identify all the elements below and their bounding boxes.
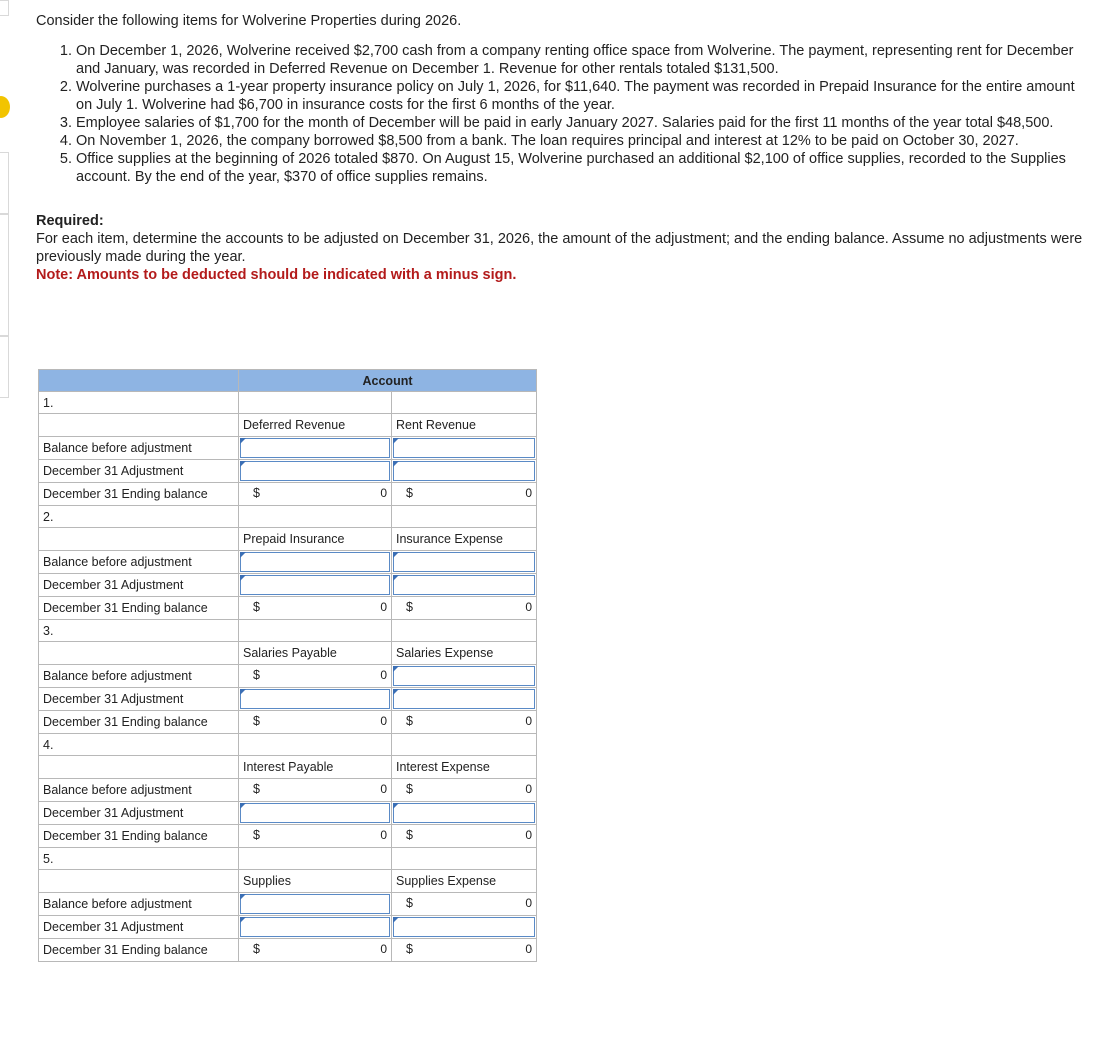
balance-before-account2[interactable] xyxy=(392,437,537,460)
row-label-text: December 31 Adjustment xyxy=(43,578,184,592)
amount-value: 0 xyxy=(525,896,532,910)
input-marker-icon xyxy=(393,803,399,809)
row-label xyxy=(39,711,239,734)
account-name-text: Interest Payable xyxy=(243,760,334,774)
input-marker-icon xyxy=(393,917,399,923)
amount-value: 0 xyxy=(380,782,387,796)
currency-symbol: $ xyxy=(406,600,413,614)
account-name xyxy=(392,528,537,551)
currency-symbol: $ xyxy=(406,942,413,956)
account-header: Account xyxy=(239,370,537,392)
table-row xyxy=(39,711,537,734)
account-names-row xyxy=(39,756,537,779)
row-label xyxy=(39,665,239,688)
input-marker-icon xyxy=(393,666,399,672)
edge-tab xyxy=(0,0,9,16)
input-box[interactable] xyxy=(240,917,390,937)
row-label xyxy=(39,551,239,574)
empty-cell xyxy=(39,642,239,665)
account-name xyxy=(239,642,392,665)
table-row xyxy=(39,483,537,506)
table-row xyxy=(39,665,537,688)
adjustment-input-account2[interactable] xyxy=(392,574,537,597)
account-name-text: Insurance Expense xyxy=(396,532,504,546)
input-marker-icon xyxy=(393,552,399,558)
amount-value: 0 xyxy=(380,714,387,728)
section-number-row xyxy=(39,734,537,756)
account-name-text: Interest Expense xyxy=(396,760,490,774)
section-number xyxy=(39,392,239,414)
edge-tab xyxy=(0,152,9,214)
list-item: 3. Employee salaries of $1,700 for the month of December will be paid in early January 2027. Salaries paid for the first 11 months of the year total $48,500. xyxy=(76,114,1086,132)
row-label-text: Balance before adjustment xyxy=(43,669,192,683)
input-box[interactable] xyxy=(393,438,535,458)
balance-before-account1 xyxy=(239,665,392,688)
section-number-row xyxy=(39,848,537,870)
empty-cell xyxy=(392,734,537,756)
input-marker-icon xyxy=(240,917,246,923)
table-row xyxy=(39,551,537,574)
adjustment-input-account1[interactable] xyxy=(239,460,392,483)
list-item: 2. Wolverine purchases a 1-year property insurance policy on July 1, 2026, for $11,640. The payment was recorded in Prepaid Insurance for the entire amount on July 1. Wolverine had $6,700 in insurance costs for the first 6 months of the year. xyxy=(76,78,1086,114)
empty-cell xyxy=(39,870,239,893)
row-label xyxy=(39,916,239,939)
account-name xyxy=(392,414,537,437)
currency-symbol: $ xyxy=(406,828,413,842)
edge-tab xyxy=(0,214,9,336)
balance-before-account2[interactable] xyxy=(392,551,537,574)
currency-symbol: $ xyxy=(253,486,260,500)
row-label xyxy=(39,802,239,825)
account-name xyxy=(392,870,537,893)
amount-value: 0 xyxy=(525,486,532,500)
table-row xyxy=(39,939,537,962)
ending-balance-account1 xyxy=(239,939,392,962)
table-row xyxy=(39,597,537,620)
empty-cell xyxy=(39,756,239,779)
balance-before-account2 xyxy=(392,779,537,802)
balance-before-account1[interactable] xyxy=(239,437,392,460)
row-label xyxy=(39,597,239,620)
item-list xyxy=(36,42,1086,186)
section-number-row xyxy=(39,392,537,414)
input-box[interactable] xyxy=(393,803,535,823)
adjustment-input-account1[interactable] xyxy=(239,574,392,597)
section-number-row xyxy=(39,506,537,528)
amount-value: 0 xyxy=(525,600,532,614)
ending-balance-account2 xyxy=(392,483,537,506)
account-name-text: Rent Revenue xyxy=(396,418,476,432)
section-number-row xyxy=(39,620,537,642)
currency-symbol: $ xyxy=(406,486,413,500)
table-row xyxy=(39,460,537,483)
balance-before-account2[interactable] xyxy=(392,665,537,688)
currency-symbol: $ xyxy=(406,782,413,796)
required-text: For each item, determine the accounts to be adjusted on December 31, 2026, the amount of the adjustment; and the ending balance. Assume no adjustments were previously made during the year. xyxy=(36,231,1083,265)
table-row xyxy=(39,688,537,711)
section-number xyxy=(39,734,239,756)
intro-text: Consider the following items for Wolverine Properties during 2026. xyxy=(36,13,462,29)
account-name-text: Supplies Expense xyxy=(396,874,497,888)
input-box[interactable] xyxy=(240,894,390,914)
balance-before-account1 xyxy=(239,779,392,802)
row-label xyxy=(39,437,239,460)
input-box[interactable] xyxy=(240,803,390,823)
row-label-text: December 31 Adjustment xyxy=(43,464,184,478)
adjustment-input-account2[interactable] xyxy=(392,688,537,711)
empty-cell xyxy=(39,528,239,551)
ending-balance-account1 xyxy=(239,597,392,620)
amount-value: 0 xyxy=(380,668,387,682)
table-row xyxy=(39,437,537,460)
table-row xyxy=(39,802,537,825)
list-item: 1. On December 1, 2026, Wolverine received $2,700 cash from a company renting office space from Wolverine. The payment, representing rent for December and January, was recorded in Deferred Revenue on December 1. Revenue for other rentals totaled $131,500. xyxy=(76,42,1086,78)
table-corner xyxy=(39,370,239,392)
empty-cell xyxy=(239,620,392,642)
section-number-text: 4. xyxy=(43,737,54,752)
input-box[interactable] xyxy=(393,552,535,572)
ending-balance-account2 xyxy=(392,597,537,620)
empty-cell xyxy=(239,506,392,528)
account-names-row xyxy=(39,414,537,437)
account-name-text: Prepaid Insurance xyxy=(243,532,345,546)
adjustment-input-account2[interactable] xyxy=(392,802,537,825)
section-number xyxy=(39,506,239,528)
section-number-text: 2. xyxy=(43,509,54,524)
ending-balance-account1 xyxy=(239,825,392,848)
input-marker-icon xyxy=(240,689,246,695)
account-name-text: Salaries Payable xyxy=(243,646,337,660)
row-label xyxy=(39,483,239,506)
input-marker-icon xyxy=(240,552,246,558)
required-section xyxy=(36,212,1086,284)
account-name-text: Supplies xyxy=(243,874,291,888)
row-label xyxy=(39,460,239,483)
account-names-row xyxy=(39,870,537,893)
amount-value: 0 xyxy=(525,828,532,842)
required-heading: Required: xyxy=(36,213,104,229)
input-box[interactable] xyxy=(393,917,535,937)
account-name xyxy=(239,870,392,893)
row-label xyxy=(39,574,239,597)
table-row xyxy=(39,825,537,848)
input-box[interactable] xyxy=(393,689,535,709)
table-row xyxy=(39,916,537,939)
input-marker-icon xyxy=(240,461,246,467)
account-name-text: Deferred Revenue xyxy=(243,418,346,432)
account-names-row xyxy=(39,528,537,551)
amount-value: 0 xyxy=(525,714,532,728)
input-marker-icon xyxy=(240,575,246,581)
adjustment-input-account1[interactable] xyxy=(239,802,392,825)
row-label-text: December 31 Ending balance xyxy=(43,943,208,957)
section-number-text: 3. xyxy=(43,623,54,638)
empty-cell xyxy=(239,392,392,414)
empty-cell xyxy=(239,848,392,870)
account-name-text: Salaries Expense xyxy=(396,646,494,660)
ending-balance-account2 xyxy=(392,711,537,734)
amount-value: 0 xyxy=(525,782,532,796)
empty-cell xyxy=(39,414,239,437)
input-marker-icon xyxy=(240,894,246,900)
account-names-row xyxy=(39,642,537,665)
empty-cell xyxy=(392,392,537,414)
input-marker-icon xyxy=(240,438,246,444)
table-row xyxy=(39,574,537,597)
empty-cell xyxy=(392,506,537,528)
table-row xyxy=(39,893,537,916)
input-marker-icon xyxy=(393,438,399,444)
empty-cell xyxy=(239,734,392,756)
section-number-text: 1. xyxy=(43,395,54,410)
currency-symbol: $ xyxy=(406,896,413,910)
status-dot-icon xyxy=(0,96,10,118)
row-label-text: December 31 Ending balance xyxy=(43,601,208,615)
input-box[interactable] xyxy=(393,666,535,686)
account-name xyxy=(239,528,392,551)
currency-symbol: $ xyxy=(406,714,413,728)
input-marker-icon xyxy=(240,803,246,809)
row-label-text: Balance before adjustment xyxy=(43,897,192,911)
ending-balance-account2 xyxy=(392,939,537,962)
row-label-text: December 31 Adjustment xyxy=(43,692,184,706)
currency-symbol: $ xyxy=(253,600,260,614)
adjustment-table xyxy=(38,369,537,962)
input-marker-icon xyxy=(393,689,399,695)
balance-before-account2 xyxy=(392,893,537,916)
row-label-text: December 31 Adjustment xyxy=(43,806,184,820)
problem-statement xyxy=(36,12,1086,284)
row-label-text: Balance before adjustment xyxy=(43,555,192,569)
input-box[interactable] xyxy=(240,575,390,595)
currency-symbol: $ xyxy=(253,668,260,682)
amount-value: 0 xyxy=(380,486,387,500)
row-label-text: December 31 Ending balance xyxy=(43,715,208,729)
empty-cell xyxy=(392,620,537,642)
amount-value: 0 xyxy=(525,942,532,956)
ending-balance-account2 xyxy=(392,825,537,848)
section-number xyxy=(39,620,239,642)
list-item: 5. Office supplies at the beginning of 2026 totaled $870. On August 15, Wolverine purchased an additional $2,100 of office supplies, recorded to the Supplies account. By the end of the year, $370 of office supplies remains. xyxy=(76,150,1086,186)
row-label-text: December 31 Ending balance xyxy=(43,487,208,501)
row-label xyxy=(39,893,239,916)
required-note: Note: Amounts to be deducted should be indicated with a minus sign. xyxy=(36,267,517,283)
edge-tab xyxy=(0,336,9,398)
section-number xyxy=(39,848,239,870)
row-label xyxy=(39,825,239,848)
input-box[interactable] xyxy=(240,689,390,709)
adjustment-input-account2[interactable] xyxy=(392,460,537,483)
row-label xyxy=(39,939,239,962)
row-label-text: December 31 Ending balance xyxy=(43,829,208,843)
row-label xyxy=(39,688,239,711)
empty-cell xyxy=(392,848,537,870)
input-box[interactable] xyxy=(240,552,390,572)
input-box[interactable] xyxy=(393,461,535,481)
row-label-text: Balance before adjustment xyxy=(43,783,192,797)
row-label-text: December 31 Adjustment xyxy=(43,920,184,934)
row-label-text: Balance before adjustment xyxy=(43,441,192,455)
row-label xyxy=(39,779,239,802)
account-name xyxy=(392,756,537,779)
list-item: 4. On November 1, 2026, the company borrowed $8,500 from a bank. The loan requires principal and interest at 12% to be paid on October 30, 2027. xyxy=(76,132,1086,150)
account-name xyxy=(392,642,537,665)
input-box[interactable] xyxy=(393,575,535,595)
input-marker-icon xyxy=(393,575,399,581)
amount-value: 0 xyxy=(380,942,387,956)
section-number-text: 5. xyxy=(43,851,54,866)
amount-value: 0 xyxy=(380,600,387,614)
balance-before-account1[interactable] xyxy=(239,551,392,574)
currency-symbol: $ xyxy=(253,942,260,956)
amount-value: 0 xyxy=(380,828,387,842)
adjustment-input-account1[interactable] xyxy=(239,916,392,939)
currency-symbol: $ xyxy=(253,714,260,728)
currency-symbol: $ xyxy=(253,782,260,796)
currency-symbol: $ xyxy=(253,828,260,842)
input-box[interactable] xyxy=(240,461,390,481)
ending-balance-account1 xyxy=(239,483,392,506)
input-marker-icon xyxy=(393,461,399,467)
adjustment-input-account2[interactable] xyxy=(392,916,537,939)
input-box[interactable] xyxy=(240,438,390,458)
table-row xyxy=(39,779,537,802)
ending-balance-account1 xyxy=(239,711,392,734)
adjustment-input-account1[interactable] xyxy=(239,688,392,711)
account-name xyxy=(239,414,392,437)
balance-before-account1[interactable] xyxy=(239,893,392,916)
account-name xyxy=(239,756,392,779)
